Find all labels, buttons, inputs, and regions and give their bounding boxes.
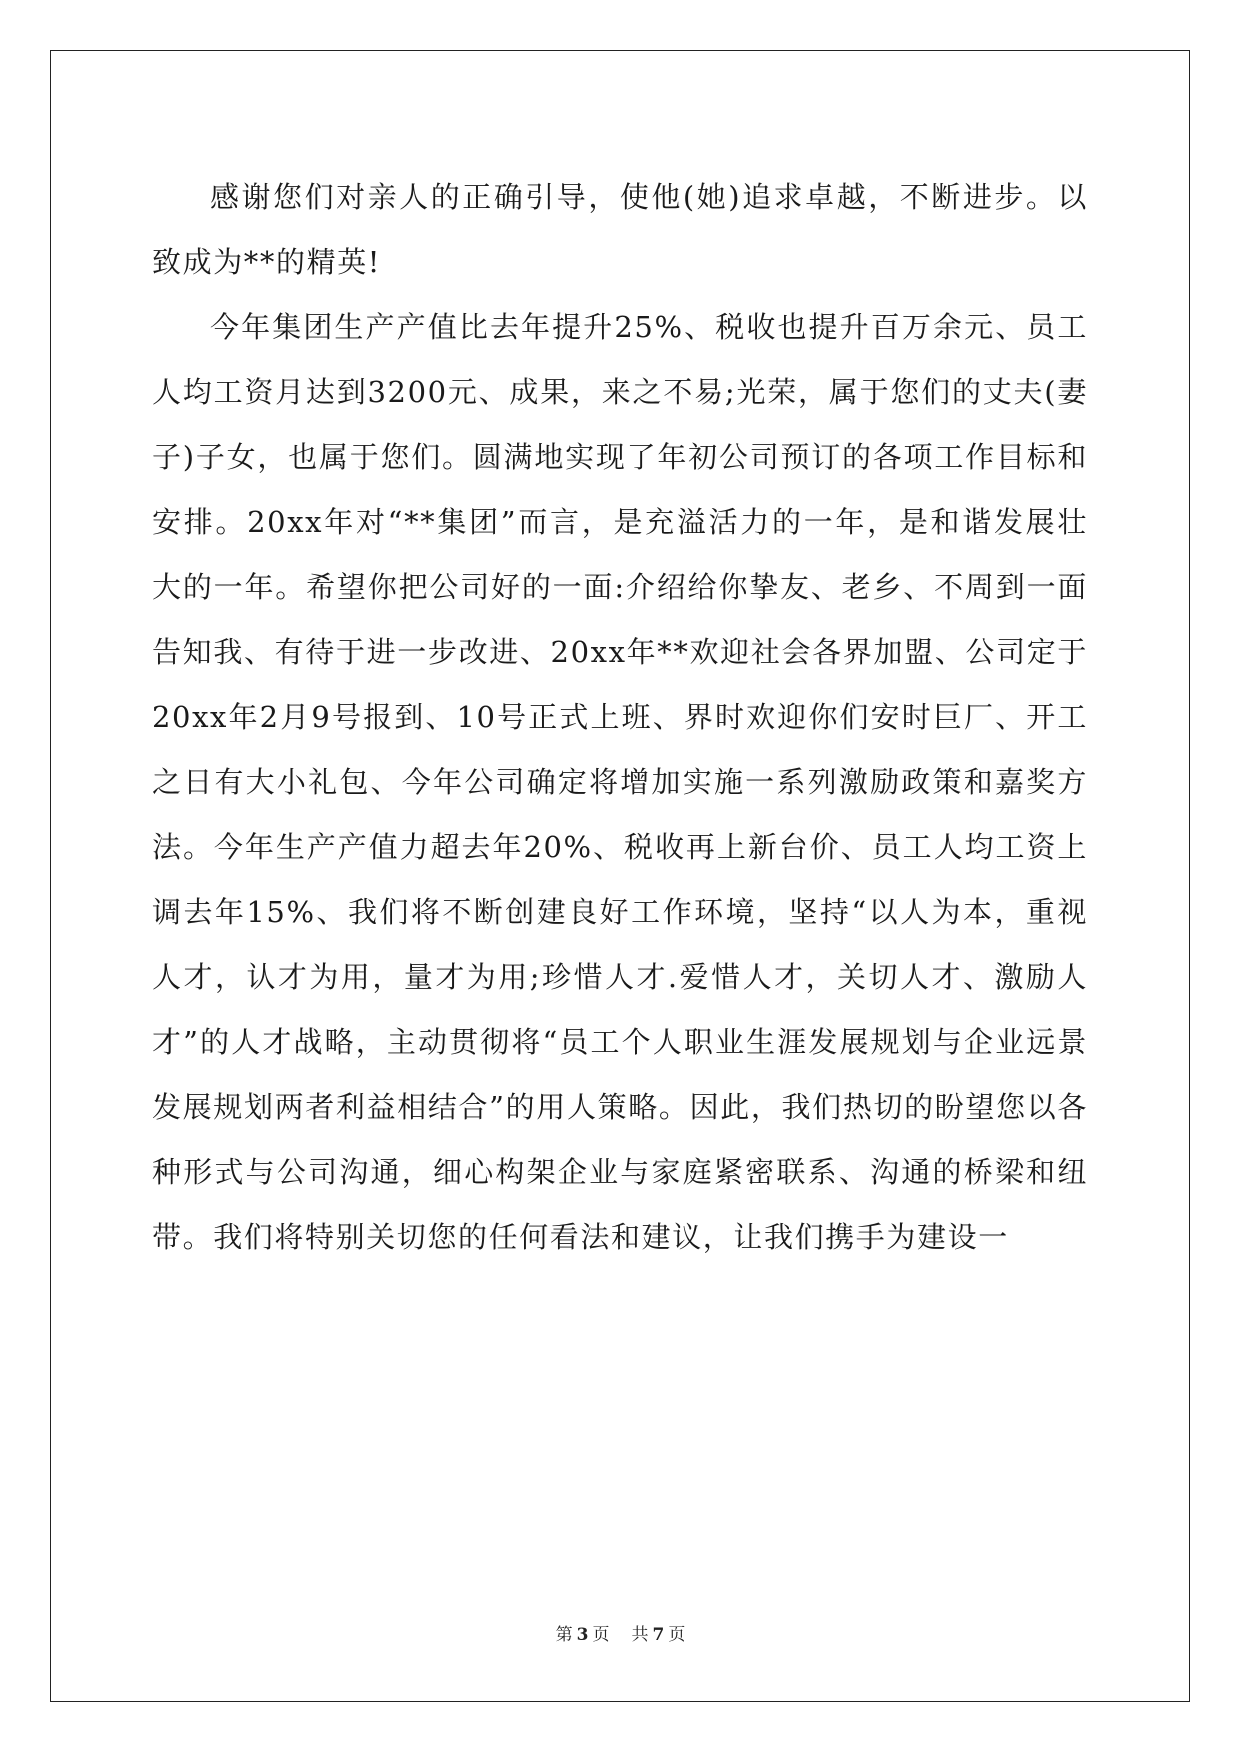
footer-page-number: 3 [576, 1625, 589, 1645]
paragraph-1: 感谢您们对亲人的正确引导，使他(她)追求卓越，不断进步。以致成为**的精英! [152, 180, 1088, 279]
footer-total-suffix: 页 [668, 1625, 686, 1645]
footer-page-prefix: 第 [555, 1625, 573, 1645]
page-footer [0, 1620, 1241, 1645]
footer-total-pages: 7 [652, 1625, 665, 1645]
footer-page-suffix: 页 [592, 1625, 610, 1645]
paragraph-2: 今年集团生产产值比去年提升25%、税收也提升百万余元、员工人均工资月达到3200元、成果，来之不易;光荣，属于您们的丈夫(妻子)子女，也属于您们。圆满地实现了年初公司预订的各项工作目标和安排。20xx年对“**集团”而言，是充溢活力的一年，是和谐发展壮大的一年。希望你把公司好的一面:介绍给你挚友、老乡、不周到一面告知我、有待于进一步改进、20xx年**欢迎社会各界加盟、公司定于20xx年2月9号报到、10号正式上班、界时欢迎你们安时巨厂、开工之日有大小礼包、今年公司确定将增加实施一系列激励政策和嘉奖方法。今年生产产值力超去年20%、税收再上新台价、员工人均工资上调去年15%、我们将不断创建良好工作环境，坚持“以人为本，重视人才，认才为用，量才为用;珍惜人才.爱惜人才，关切人才、激励人才”的人才战略，主动贯彻将“员工个人职业生涯发展规划与企业远景发展规划两者利益相结合”的用人策略。因此，我们热切的盼望您以各种形式与公司沟通，细心构架企业与家庭紧密联系、沟通的桥梁和纽带。我们将特别关切您的任何看法和建议，让我们携手为建设一 [152, 310, 1088, 1254]
footer-total-prefix: 共 [631, 1625, 649, 1645]
document-body [152, 165, 1088, 1270]
